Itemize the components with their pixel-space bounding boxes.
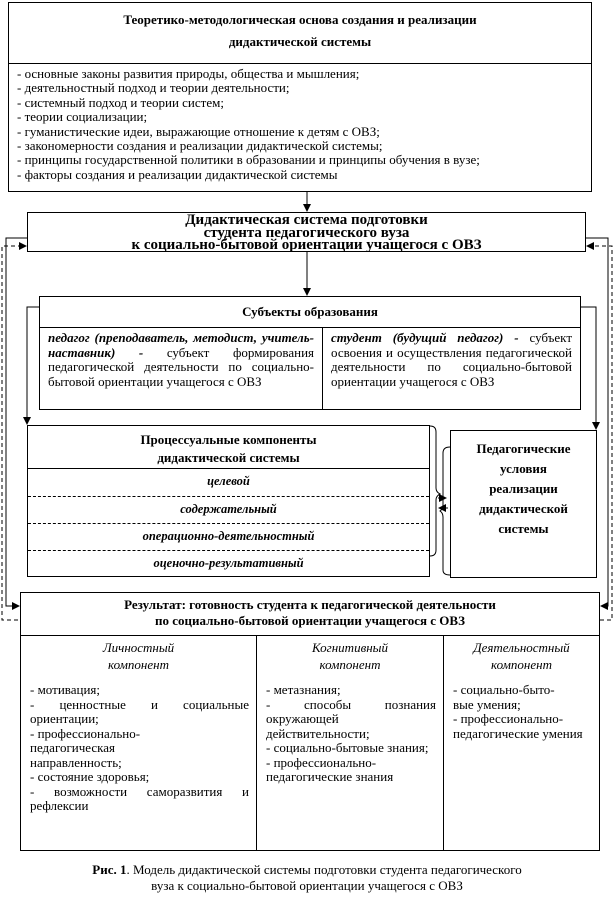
column-header-personal bbox=[21, 636, 257, 679]
theory-items-list bbox=[17, 67, 480, 182]
header-line: компонент bbox=[319, 657, 381, 672]
list-item: - профессионально-педагогические умения bbox=[453, 711, 583, 741]
conditions-line: условия bbox=[500, 461, 547, 476]
system-title-line3: к социально-бытовой ориентации учащегося с ОВЗ bbox=[131, 237, 482, 253]
header-line: компонент bbox=[491, 657, 552, 672]
theory-basis-box bbox=[8, 2, 592, 192]
line-system-left-to-result bbox=[6, 238, 27, 606]
system-title-line2: студента педагогического вуза bbox=[203, 224, 410, 241]
conditions-line: реализации bbox=[489, 481, 558, 496]
result-title-line1: Результат: готовность студента к педагогической деятельности bbox=[124, 597, 496, 612]
list-item: - теории социализации; bbox=[17, 109, 148, 125]
caption-label: Рис. 1 bbox=[92, 862, 127, 877]
list-item: - метазнания; bbox=[266, 682, 341, 697]
subject-teacher bbox=[40, 328, 323, 409]
system-title-line1: Дидактическая система подготовки bbox=[185, 212, 428, 228]
process-title-line2: дидактической системы bbox=[157, 450, 300, 465]
list-item: - гуманистические идеи, выражающие отношение к детям с ОВЗ; bbox=[17, 123, 380, 139]
header-line: Когнитивный bbox=[312, 640, 388, 655]
cognitive-component-cell bbox=[257, 678, 444, 850]
process-title-line1: Процессуальные компоненты bbox=[140, 432, 317, 447]
process-components-box bbox=[27, 425, 430, 577]
subject-student-description: субъект освоения и осуществления педагогической деятельности по социально-бытовой ориентации учащегося с ОВЗ bbox=[331, 330, 573, 389]
list-item: - ценностные и социальные ориентации; bbox=[30, 696, 249, 726]
list-item: - закономерности создания и реализации дидактической системы; bbox=[17, 138, 383, 154]
list-item: - мотивация; bbox=[30, 682, 101, 697]
component-evaluative: оценочно-результативный bbox=[28, 550, 429, 578]
result-title-line2: по социально-бытовой ориентации учащегося с ОВЗ bbox=[155, 613, 465, 628]
list-item: - факторы создания и реализации дидактической системы bbox=[17, 166, 338, 182]
column-header-cognitive bbox=[257, 636, 444, 679]
component-target: целевой bbox=[207, 474, 250, 488]
list-item: - принципы государственной политики в образовании и принципы обучения в вузе; bbox=[17, 152, 480, 168]
pedagogical-conditions-box bbox=[450, 430, 597, 578]
brace-conditions bbox=[440, 447, 450, 575]
list-item: - деятельностный подход и теории деятельности; bbox=[17, 80, 290, 96]
subject-teacher-role: педагог (преподаватель, методист, учитель-наставник) - bbox=[48, 330, 314, 360]
dashed-feedback-left bbox=[2, 246, 26, 620]
theory-title-line2: дидактической системы bbox=[228, 34, 372, 49]
list-item: - возможности саморазвития и рефлексии bbox=[30, 783, 249, 813]
didactic-system-box bbox=[27, 212, 586, 252]
conditions-line: Педагогические bbox=[476, 441, 571, 456]
process-title bbox=[28, 431, 429, 467]
subject-student-role: студент (будущий педагог) - bbox=[331, 330, 519, 345]
subjects-title: Субъекты образования bbox=[40, 297, 580, 328]
line-subjects-to-conditions bbox=[581, 307, 596, 429]
header-line: компонент bbox=[108, 657, 169, 672]
component-content: содержательный bbox=[28, 496, 429, 524]
result-box bbox=[20, 592, 600, 680]
list-item: - основные законы развития природы, общества и мышления; bbox=[17, 66, 360, 81]
line-subjects-to-process bbox=[27, 307, 39, 424]
conditions-title bbox=[451, 439, 596, 539]
figure-caption bbox=[0, 862, 614, 894]
list-item: - профессионально-педагогическая направленность; bbox=[30, 725, 141, 770]
theory-basis-title bbox=[9, 9, 591, 53]
column-header-activity bbox=[444, 636, 599, 679]
didactic-system-title bbox=[28, 214, 585, 252]
theory-title-line1: Теоретико-методологическая основа создания и реализации bbox=[123, 12, 477, 27]
subject-teacher-description: субъект формирования педагогической деятельности по социально-бытовой ориентации учащегося с ОВЗ bbox=[48, 344, 315, 389]
subject-student bbox=[323, 328, 580, 409]
list-item: - системный подход и теории систем; bbox=[17, 94, 224, 110]
conditions-line: системы bbox=[498, 521, 549, 536]
list-item: - социально-бытовые знания; bbox=[266, 740, 429, 755]
personal-component-cell bbox=[21, 678, 257, 850]
brace-process bbox=[430, 426, 440, 556]
caption-text-line1: . Модель дидактической системы подготовки студента педагогического bbox=[126, 862, 522, 877]
result-components-table bbox=[20, 678, 600, 851]
theory-divider bbox=[9, 63, 591, 64]
list-item: - состояние здоровья; bbox=[30, 769, 150, 784]
conditions-line: дидактической bbox=[479, 501, 568, 516]
education-subjects-box bbox=[39, 296, 581, 410]
component-operational: операционно-деятельностный bbox=[28, 523, 429, 551]
caption-text-line2: вуза к социально-бытовой ориентации учащегося с ОВЗ bbox=[151, 878, 463, 893]
list-item: - профессионально-педагогические знания bbox=[266, 754, 394, 784]
caption-line1 bbox=[0, 862, 614, 878]
list-item: - способы познания окружающей действительности; bbox=[266, 696, 436, 741]
list-item: - социально-быто-вые умения; bbox=[453, 682, 555, 712]
header-line: Личностный bbox=[102, 640, 175, 655]
activity-component-cell bbox=[444, 678, 599, 850]
header-line: Деятельностный bbox=[473, 640, 570, 655]
result-title bbox=[21, 597, 599, 629]
